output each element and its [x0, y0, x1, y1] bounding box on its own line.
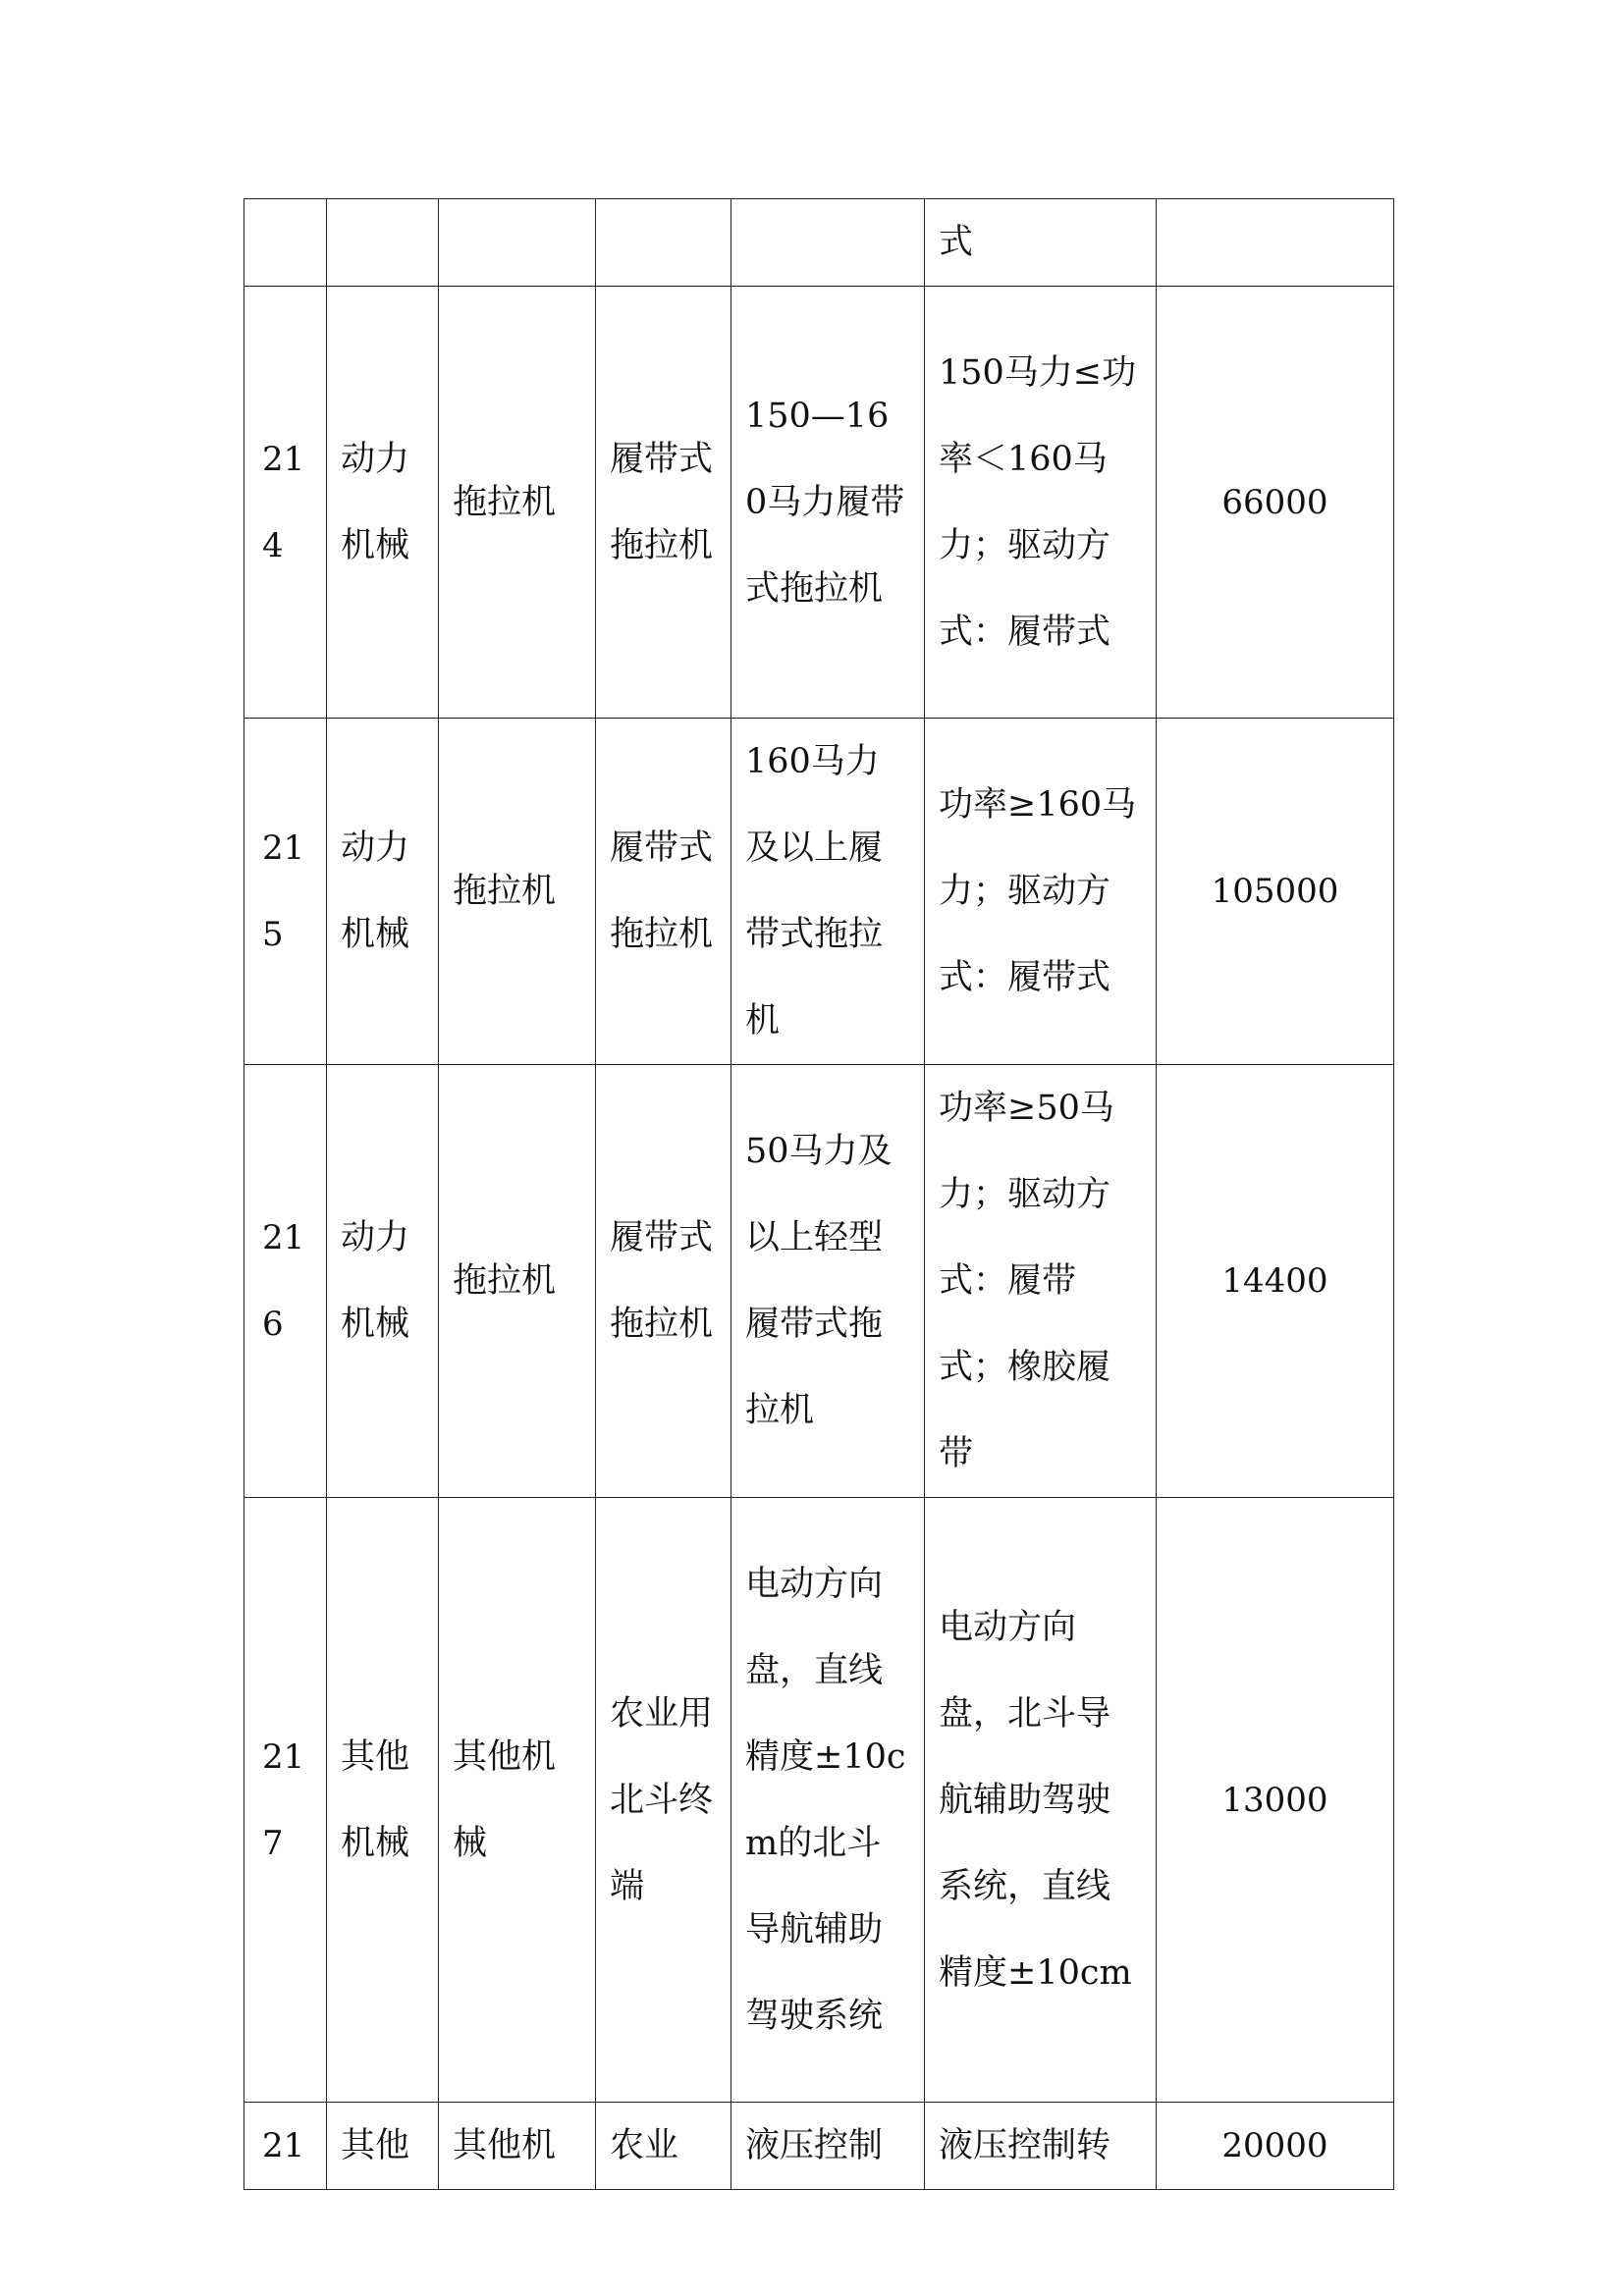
cell-item — [596, 199, 731, 287]
cell-grade: 50马力及以上轻型履带式拖拉机 — [731, 1065, 925, 1498]
cell-category: 其他机械 — [327, 1498, 439, 2103]
cell-no: 214 — [244, 287, 327, 719]
cell-no: 217 — [244, 1498, 327, 2103]
cell-price: 14400 — [1157, 1065, 1394, 1498]
cell-subcategory: 其他机械 — [439, 1498, 596, 2103]
cell-item: 履带式拖拉机 — [596, 287, 731, 719]
table-row — [244, 2103, 1394, 2190]
cell-grade — [731, 199, 925, 287]
cell-subcategory: 拖拉机 — [439, 719, 596, 1065]
cell-parameters: 150马力≤功率＜160马力；驱动方式：履带式 — [925, 287, 1157, 719]
subsidy-table — [244, 198, 1394, 2190]
cell-price: 13000 — [1157, 1498, 1394, 2103]
cell-parameters: 功率≥50马力；驱动方式：履带式；橡胶履带 — [925, 1065, 1157, 1498]
cell-subcategory: 其他机 — [439, 2103, 596, 2190]
cell-parameters: 式 — [925, 199, 1157, 287]
cell-subcategory — [439, 199, 596, 287]
cell-parameters: 电动方向盘，北斗导航辅助驾驶系统，直线精度±10cm — [925, 1498, 1157, 2103]
cell-no: 215 — [244, 719, 327, 1065]
cell-item: 农业 — [596, 2103, 731, 2190]
cell-category: 其他 — [327, 2103, 439, 2190]
cell-price: 20000 — [1157, 2103, 1394, 2190]
cell-grade: 电动方向盘，直线精度±10cm的北斗导航辅助驾驶系统 — [731, 1498, 925, 2103]
table-row — [244, 719, 1394, 1065]
cell-grade: 150—160马力履带式拖拉机 — [731, 287, 925, 719]
cell-price: 105000 — [1157, 719, 1394, 1065]
cell-grade: 液压控制 — [731, 2103, 925, 2190]
cell-item: 农业用北斗终端 — [596, 1498, 731, 2103]
cell-category: 动力机械 — [327, 287, 439, 719]
cell-item: 履带式拖拉机 — [596, 719, 731, 1065]
cell-grade: 160马力及以上履带式拖拉机 — [731, 719, 925, 1065]
cell-no — [244, 199, 327, 287]
cell-no: 21 — [244, 2103, 327, 2190]
cell-no: 216 — [244, 1065, 327, 1498]
cell-category: 动力机械 — [327, 1065, 439, 1498]
table-row — [244, 287, 1394, 719]
cell-category — [327, 199, 439, 287]
table-row — [244, 1498, 1394, 2103]
cell-subcategory: 拖拉机 — [439, 1065, 596, 1498]
table-row — [244, 199, 1394, 287]
cell-price: 66000 — [1157, 287, 1394, 719]
cell-parameters: 功率≥160马力；驱动方式：履带式 — [925, 719, 1157, 1065]
cell-item: 履带式拖拉机 — [596, 1065, 731, 1498]
table-row — [244, 1065, 1394, 1498]
cell-price — [1157, 199, 1394, 287]
cell-parameters: 液压控制转 — [925, 2103, 1157, 2190]
cell-subcategory: 拖拉机 — [439, 287, 596, 719]
cell-category: 动力机械 — [327, 719, 439, 1065]
